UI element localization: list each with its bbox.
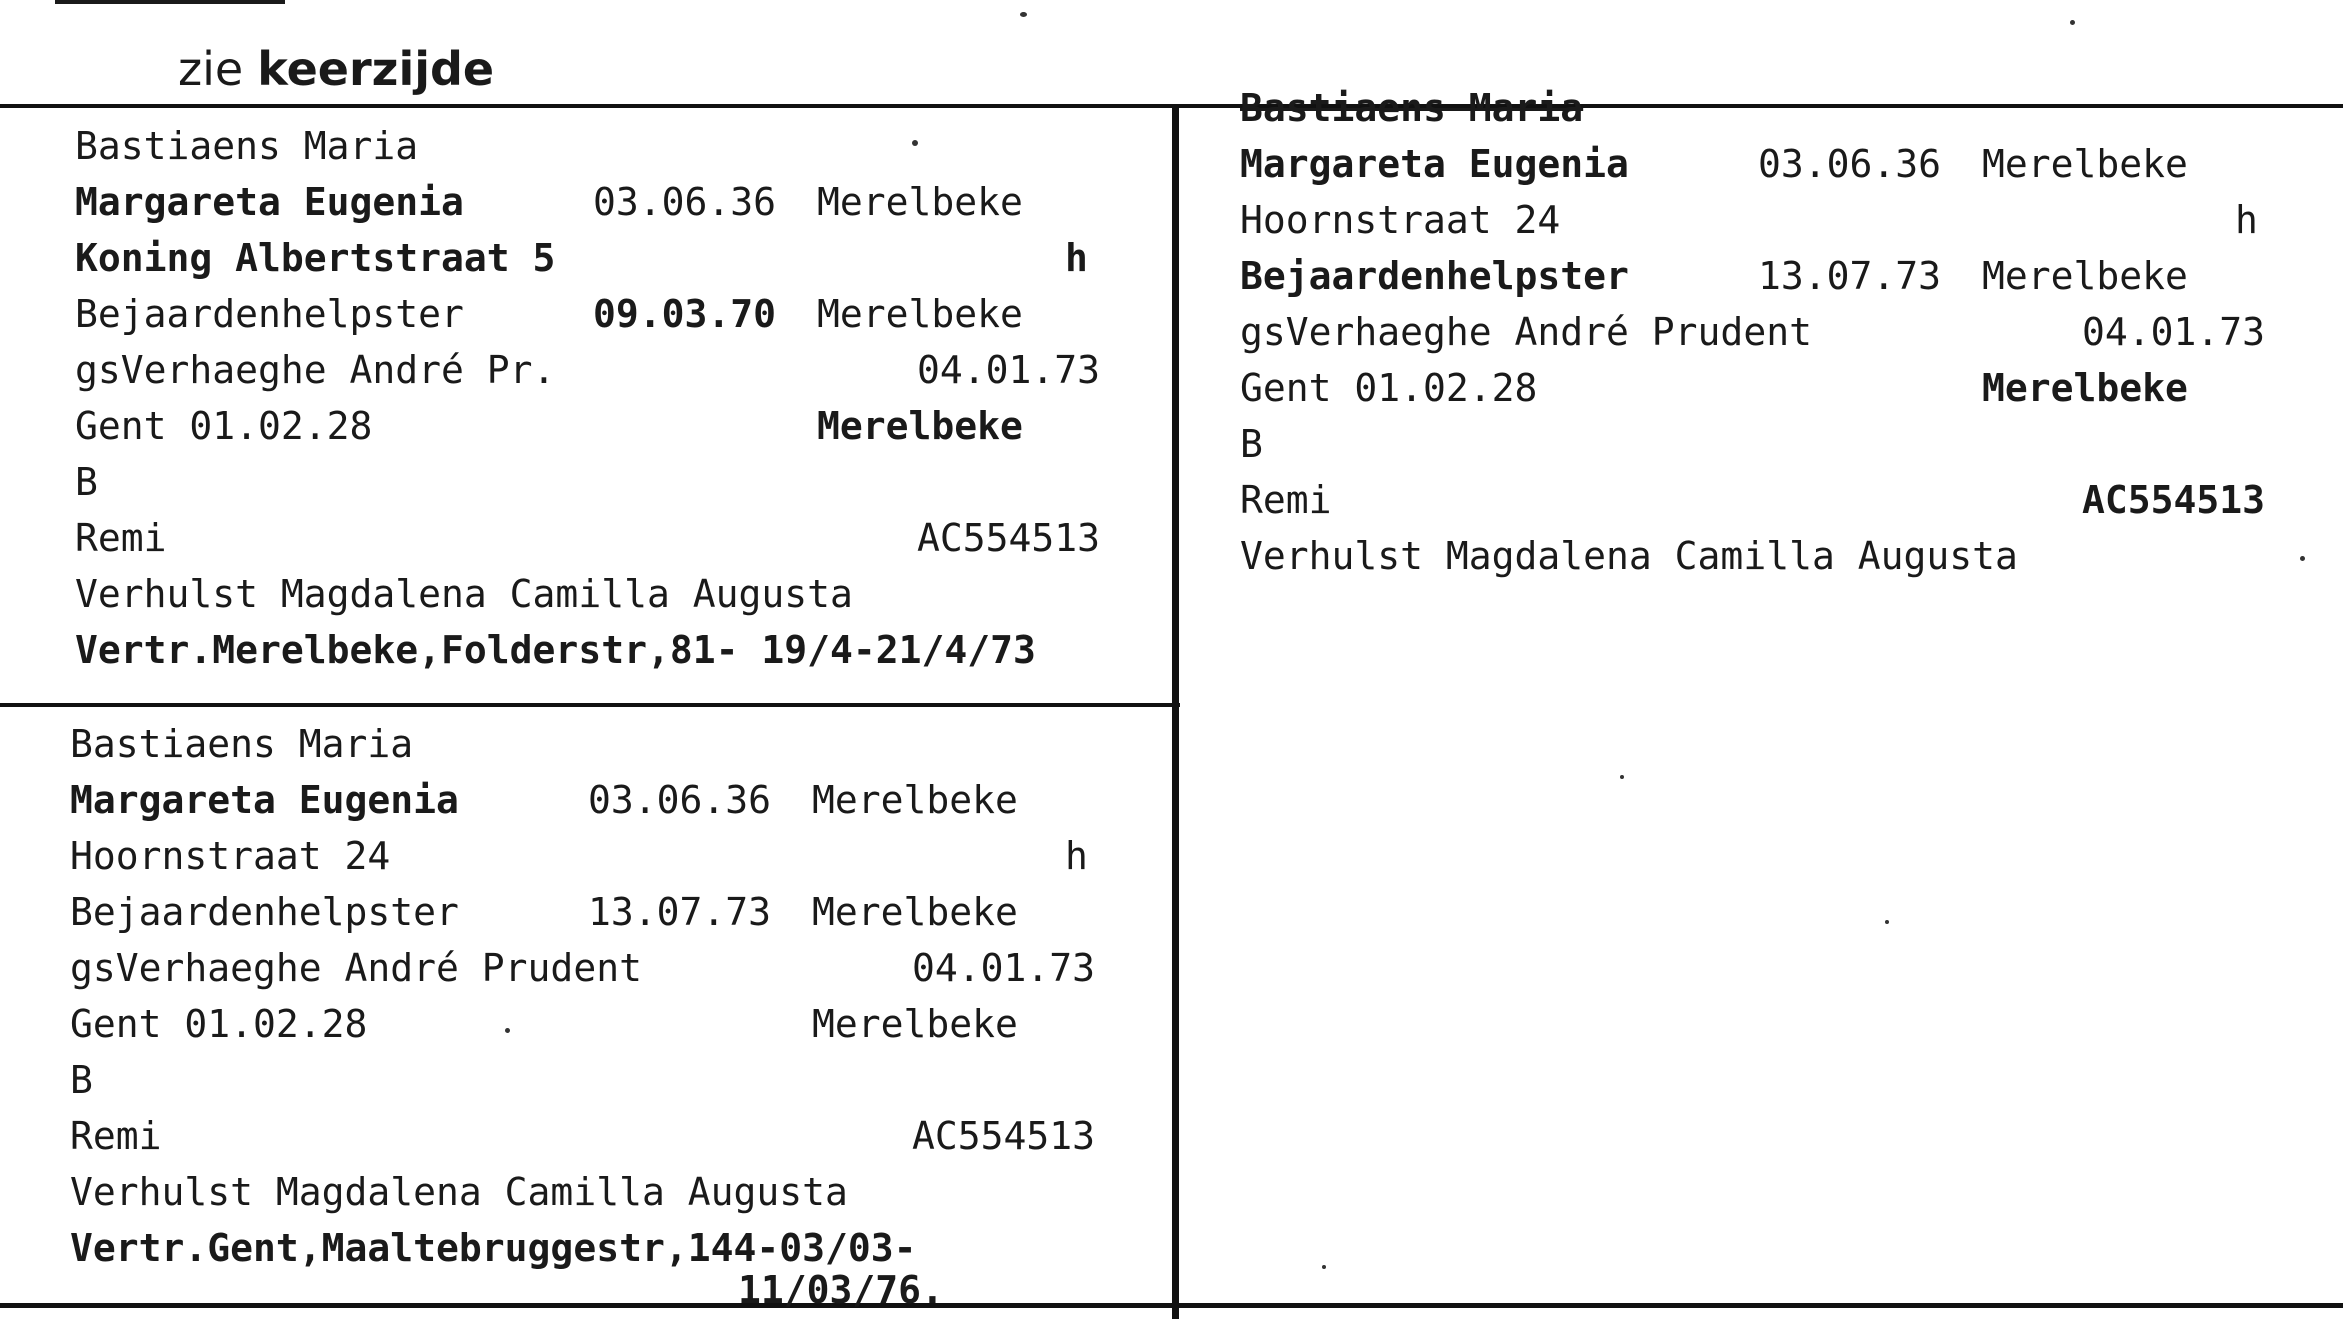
card-top-right (1240, 80, 2300, 584)
card-spouse: gsVerhaeghe André Prudent (70, 946, 642, 990)
card-spouse-birth: Gent 01.02.28 (1240, 366, 1538, 410)
card-departure-continued: 11/03/76. (738, 1268, 944, 1312)
card-mother: Verhulst Magdalena Camilla Augusta (75, 572, 853, 616)
card-reg-place: Merelbeke (817, 292, 1023, 336)
scan-speck (912, 140, 918, 146)
card-name: Bastiaens Maria (1240, 86, 1584, 130)
scan-speck (1020, 12, 1027, 17)
card-occupation: Bejaardenhelpster (1240, 254, 1629, 298)
center-divider (1172, 104, 1179, 1319)
card-given-names: Margareta Eugenia (75, 180, 464, 224)
card-marriage-place: Merelbeke (812, 1002, 1018, 1046)
header-word-keerzijde: keerzijde (257, 42, 495, 96)
card-name: Bastiaens Maria (70, 722, 414, 766)
card-id-number: AC554513 (2082, 478, 2266, 522)
card-id-number: AC554513 (912, 1114, 1096, 1158)
card-marriage-date: 04.01.73 (917, 348, 1101, 392)
card-marriage-date: 04.01.73 (2082, 310, 2266, 354)
card-gender: h (2235, 198, 2258, 242)
card-mother: Verhulst Magdalena Camilla Augusta (70, 1170, 848, 1214)
card-birth-date: 03.06.36 (593, 180, 777, 224)
card-bottom-left (70, 716, 1130, 1332)
header-word-zie: zie (178, 42, 244, 96)
card-reg-place: Merelbeke (812, 890, 1018, 934)
card-given-names: Margareta Eugenia (70, 778, 459, 822)
card-birth-place: Merelbeke (1982, 142, 2188, 186)
scan-speck (1620, 775, 1624, 779)
scan-speck (505, 1028, 510, 1033)
card-code: B (75, 460, 98, 504)
card-occupation: Bejaardenhelpster (70, 890, 459, 934)
card-address: Koning Albertstraat 5 (75, 236, 556, 280)
card-reg-place: Merelbeke (1982, 254, 2188, 298)
scan-speck (1885, 920, 1889, 924)
card-reg-date: 13.07.73 (588, 890, 772, 934)
card-birth-date: 03.06.36 (1758, 142, 1942, 186)
card-gender: h (1065, 834, 1088, 878)
card-address: Hoornstraat 24 (70, 834, 391, 878)
card-id-number: AC554513 (917, 516, 1101, 560)
card-given-names: Margareta Eugenia (1240, 142, 1629, 186)
card-spouse-birth: Gent 01.02.28 (70, 1002, 368, 1046)
header-note (178, 42, 494, 96)
card-name: Bastiaens Maria (75, 124, 419, 168)
card-spouse-birth: Gent 01.02.28 (75, 404, 373, 448)
middle-rule (0, 703, 1180, 707)
card-marriage-place: Merelbeke (817, 404, 1023, 448)
card-mother: Verhulst Magdalena Camilla Augusta (1240, 534, 2018, 578)
card-departure: Vertr.Merelbeke,Folderstr,81- 19/4-21/4/73 (75, 628, 1036, 672)
top-edge-mark (55, 0, 285, 4)
card-address: Hoornstraat 24 (1240, 198, 1561, 242)
card-marriage-date: 04.01.73 (912, 946, 1096, 990)
card-father: Remi (1240, 478, 1332, 522)
card-birth-place: Merelbeke (817, 180, 1023, 224)
card-code: B (1240, 422, 1263, 466)
card-gender: h (1065, 236, 1088, 280)
card-father: Remi (75, 516, 167, 560)
card-birth-date: 03.06.36 (588, 778, 772, 822)
card-departure: Vertr.Gent,Maaltebruggestr,144-03/03- (70, 1226, 917, 1270)
card-occupation: Bejaardenhelpster (75, 292, 464, 336)
card-reg-date: 13.07.73 (1758, 254, 1942, 298)
scan-speck (2300, 556, 2305, 561)
card-spouse: gsVerhaeghe André Prudent (1240, 310, 1812, 354)
card-code: B (70, 1058, 93, 1102)
card-top-left (75, 118, 1135, 678)
card-marriage-place: Merelbeke (1982, 366, 2188, 410)
card-father: Remi (70, 1114, 162, 1158)
scan-speck (1322, 1265, 1326, 1269)
scan-speck (2070, 20, 2075, 25)
card-birth-place: Merelbeke (812, 778, 1018, 822)
card-spouse: gsVerhaeghe André Pr. (75, 348, 556, 392)
card-reg-date: 09.03.70 (593, 292, 777, 336)
